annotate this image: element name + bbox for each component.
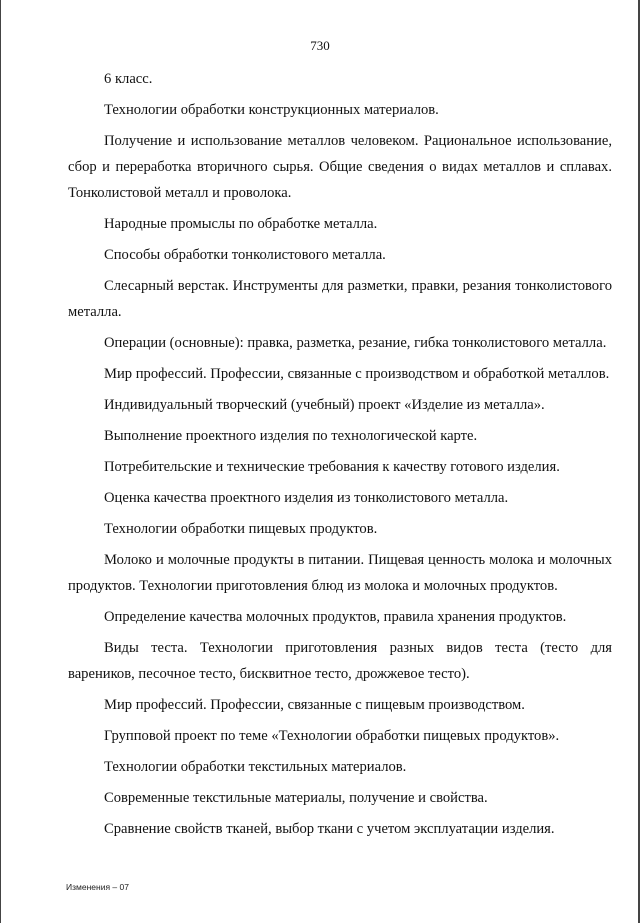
document-body bbox=[68, 66, 612, 847]
paragraph: Индивидуальный творческий (учебный) проект «Изделие из металла». bbox=[104, 397, 545, 413]
paragraph: Технологии обработки конструкционных материалов. bbox=[104, 102, 439, 118]
paragraph: Мир профессий. Профессии, связанные с производством и обработкой металлов. bbox=[104, 366, 610, 382]
paragraph: Операции (основные): правка, разметка, резание, гибка тонколистового металла. bbox=[104, 335, 607, 351]
page-number: 730 bbox=[310, 38, 330, 53]
paragraph: Получение и использование металлов человеком. Рациональное использование, сбор и переработка вторичного сырья. Общие сведения о видах металлов и сплавах. Тонколистовой металл и проволока. bbox=[68, 133, 612, 201]
paragraph: Выполнение проектного изделия по технологической карте. bbox=[104, 428, 478, 444]
paragraph: Мир профессий. Профессии, связанные с пищевым производством. bbox=[104, 697, 525, 713]
paragraph: Молоко и молочные продукты в питании. Пищевая ценность молока и молочных продуктов. Технологии приготовления блюд из молока и молочных продуктов. bbox=[68, 552, 612, 594]
paragraph: Современные текстильные материалы, получение и свойства. bbox=[104, 790, 488, 806]
paragraph: Способы обработки тонколистового металла. bbox=[104, 247, 386, 263]
revision-footer: Изменения – 07 bbox=[66, 882, 129, 892]
paragraph: Определение качества молочных продуктов, правила хранения продуктов. bbox=[104, 609, 567, 625]
paragraph: Групповой проект по теме «Технологии обработки пищевых продуктов». bbox=[104, 728, 560, 744]
paragraph: Потребительские и технические требования к качеству готового изделия. bbox=[104, 459, 560, 475]
paragraph: 6 класс. bbox=[104, 71, 153, 87]
paragraph: Виды теста. Технологии приготовления разных видов теста (тесто для вареников, песочное тесто, бисквитное тесто, дрожжевое тесто). bbox=[68, 640, 612, 682]
paragraph: Технологии обработки пищевых продуктов. bbox=[104, 521, 378, 537]
paragraph: Сравнение свойств тканей, выбор ткани с учетом эксплуатации изделия. bbox=[104, 821, 555, 837]
paragraph: Слесарный верстак. Инструменты для разметки, правки, резания тонколистового металла. bbox=[68, 278, 612, 320]
paragraph: Технологии обработки текстильных материалов. bbox=[104, 759, 407, 775]
paragraph: Народные промыслы по обработке металла. bbox=[104, 216, 378, 232]
paragraph: Оценка качества проектного изделия из тонколистового металла. bbox=[104, 490, 509, 506]
